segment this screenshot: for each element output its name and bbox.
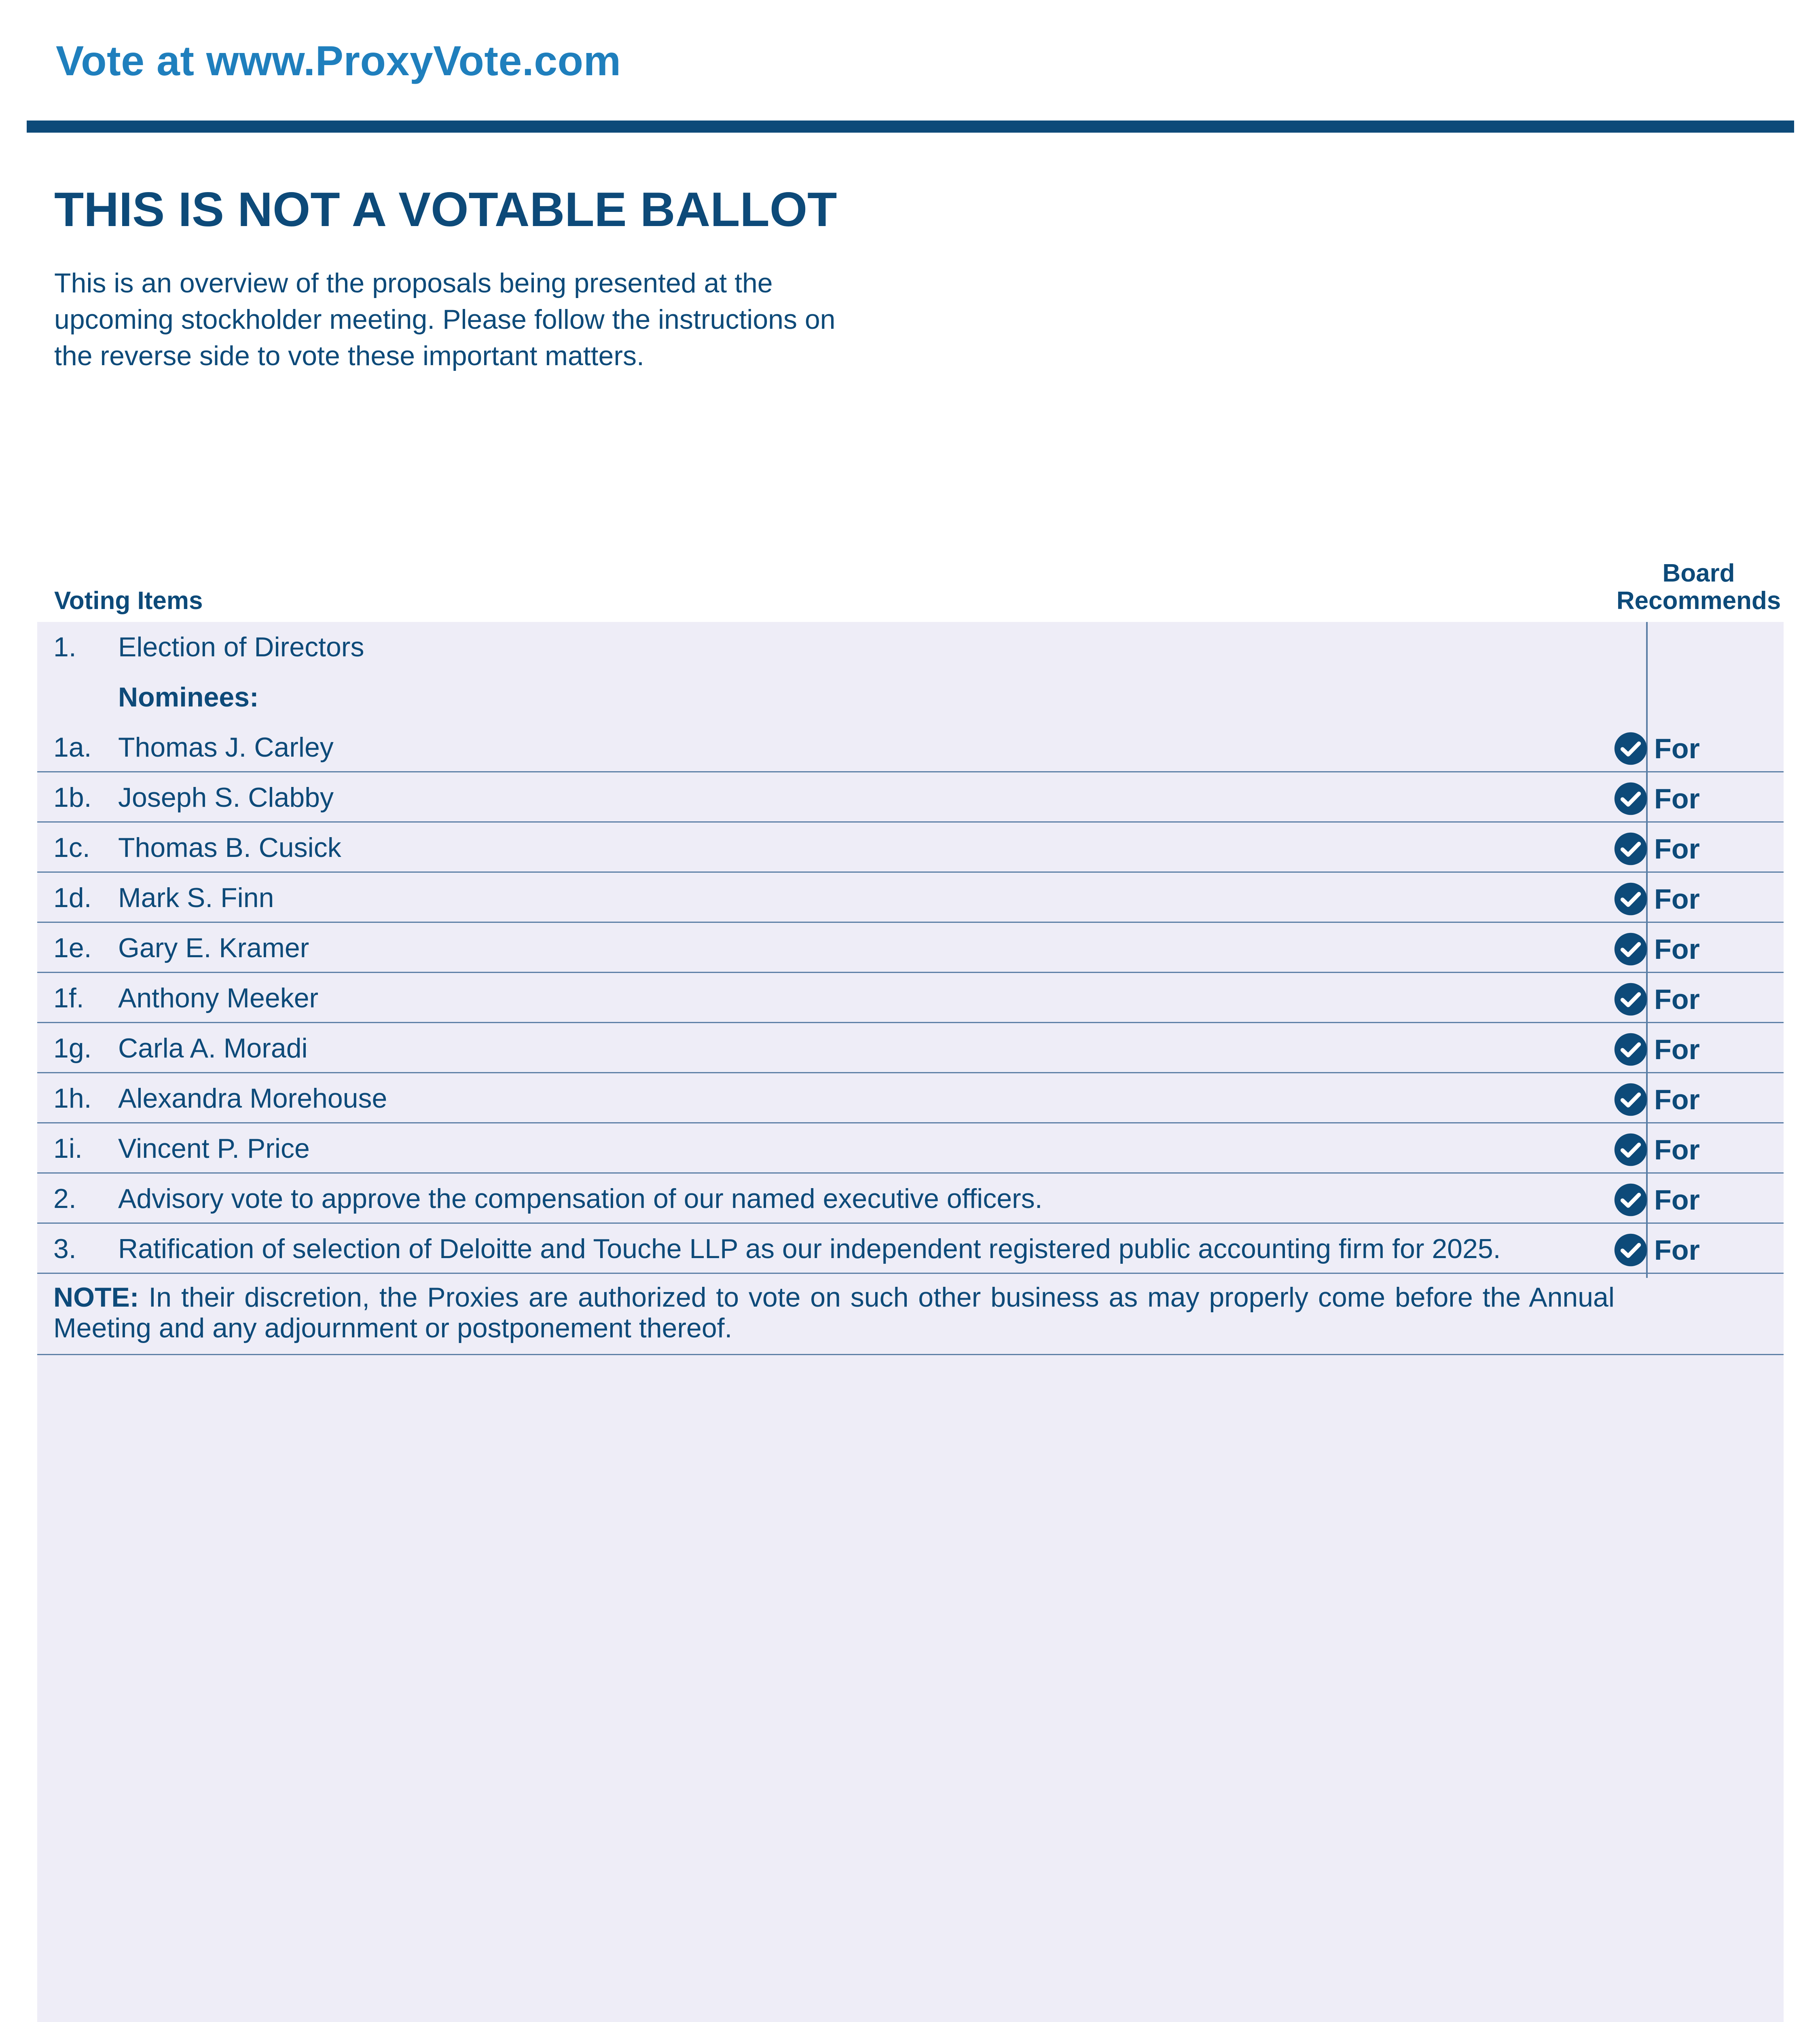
table-row <box>37 622 1784 672</box>
item-number: 1c. <box>53 832 90 863</box>
table-row <box>37 973 1784 1023</box>
table-row <box>37 1174 1784 1224</box>
check-circle-icon <box>1614 832 1648 866</box>
recommendation-label: For <box>1654 984 1700 1015</box>
note-label: NOTE: <box>53 1282 139 1313</box>
table-row <box>37 1023 1784 1073</box>
table-row <box>37 1224 1784 1274</box>
voting-items-header: Voting Items <box>54 587 203 615</box>
recommendation-label: For <box>1654 1084 1700 1115</box>
proxyvote-link[interactable]: Vote at www.ProxyVote.com <box>56 38 621 85</box>
recommendation <box>1614 931 1700 967</box>
item-number: 1b. <box>53 782 92 813</box>
board-recommends-header <box>1610 560 1788 615</box>
check-circle-icon <box>1614 1233 1648 1267</box>
check-circle-icon <box>1614 732 1648 766</box>
item-label: Anthony Meeker <box>118 983 319 1013</box>
item-number: 1h. <box>53 1083 92 1114</box>
recommendation-label: For <box>1654 933 1700 965</box>
item-number: 2. <box>53 1183 76 1214</box>
intro-line: upcoming stockholder meeting. Please follow the instructions on <box>54 304 836 335</box>
recommendation <box>1614 881 1700 917</box>
table-row <box>37 672 1784 722</box>
recommendation-label: For <box>1654 833 1700 865</box>
table-row <box>37 722 1784 772</box>
recommendation-label: For <box>1654 1184 1700 1216</box>
note-divider <box>37 1354 1784 1355</box>
item-number: 1i. <box>53 1133 83 1164</box>
recommendation-label: For <box>1654 883 1700 915</box>
nominees-heading: Nominees: <box>118 682 259 713</box>
note-body: In their discretion, the Proxies are authorized to vote on such other business as may properly come before the Annual Meeting and any adjournment or postponement thereof. <box>53 1282 1615 1343</box>
check-circle-icon <box>1614 882 1648 916</box>
recommendation <box>1614 1081 1700 1118</box>
item-number: 1. <box>53 632 76 662</box>
recommendation-label: For <box>1654 1234 1700 1266</box>
recommendation <box>1614 1232 1700 1268</box>
item-label: Ratification of selection of Deloitte and Touche LLP as our independent registered public accounting firm for 2025. <box>118 1233 1501 1264</box>
item-label: Election of Directors <box>118 632 364 662</box>
check-circle-icon <box>1614 782 1648 816</box>
recommendation <box>1614 780 1700 817</box>
recommendation-label: For <box>1654 1034 1700 1065</box>
check-circle-icon <box>1614 1183 1648 1217</box>
check-circle-icon <box>1614 932 1648 966</box>
recommendation <box>1614 1132 1700 1168</box>
intro-line: This is an overview of the proposals being presented at the <box>54 268 773 298</box>
item-label: Advisory vote to approve the compensation of our named executive officers. <box>118 1183 1043 1214</box>
table-row <box>37 923 1784 973</box>
board-header-line1: Board <box>1662 559 1735 587</box>
item-number: 1f. <box>53 983 84 1013</box>
item-label: Gary E. Kramer <box>118 933 309 963</box>
note-text <box>53 1282 1615 1343</box>
recommendation <box>1614 831 1700 867</box>
item-number: 1g. <box>53 1033 92 1064</box>
item-number: 1e. <box>53 933 92 963</box>
intro-text <box>54 265 944 374</box>
item-number: 3. <box>53 1233 76 1264</box>
item-number: 1d. <box>53 882 92 913</box>
item-label: Vincent P. Price <box>118 1133 310 1164</box>
item-label: Alexandra Morehouse <box>118 1083 387 1114</box>
table-row <box>37 1073 1784 1123</box>
header-divider <box>27 121 1794 133</box>
item-label: Mark S. Finn <box>118 882 274 913</box>
table-row <box>37 823 1784 873</box>
check-circle-icon <box>1614 982 1648 1016</box>
item-label: Thomas J. Carley <box>118 732 334 763</box>
item-number: 1a. <box>53 732 92 763</box>
table-row <box>37 873 1784 923</box>
recommendation-label: For <box>1654 1134 1700 1165</box>
recommendation-label: For <box>1654 783 1700 814</box>
page-title: THIS IS NOT A VOTABLE BALLOT <box>54 182 837 237</box>
recommendation <box>1614 1182 1700 1218</box>
check-circle-icon <box>1614 1083 1648 1117</box>
intro-line: the reverse side to vote these important matters. <box>54 341 644 371</box>
recommendation <box>1614 1031 1700 1068</box>
board-header-line2: Recommends <box>1616 587 1781 615</box>
table-row <box>37 772 1784 823</box>
recommendation <box>1614 981 1700 1017</box>
check-circle-icon <box>1614 1133 1648 1167</box>
recommendation <box>1614 730 1700 767</box>
item-label: Joseph S. Clabby <box>118 782 334 813</box>
recommendation-label: For <box>1654 733 1700 764</box>
check-circle-icon <box>1614 1032 1648 1066</box>
item-label: Thomas B. Cusick <box>118 832 341 863</box>
item-label: Carla A. Moradi <box>118 1033 308 1064</box>
table-row <box>37 1123 1784 1174</box>
voting-items-table <box>37 622 1784 2022</box>
